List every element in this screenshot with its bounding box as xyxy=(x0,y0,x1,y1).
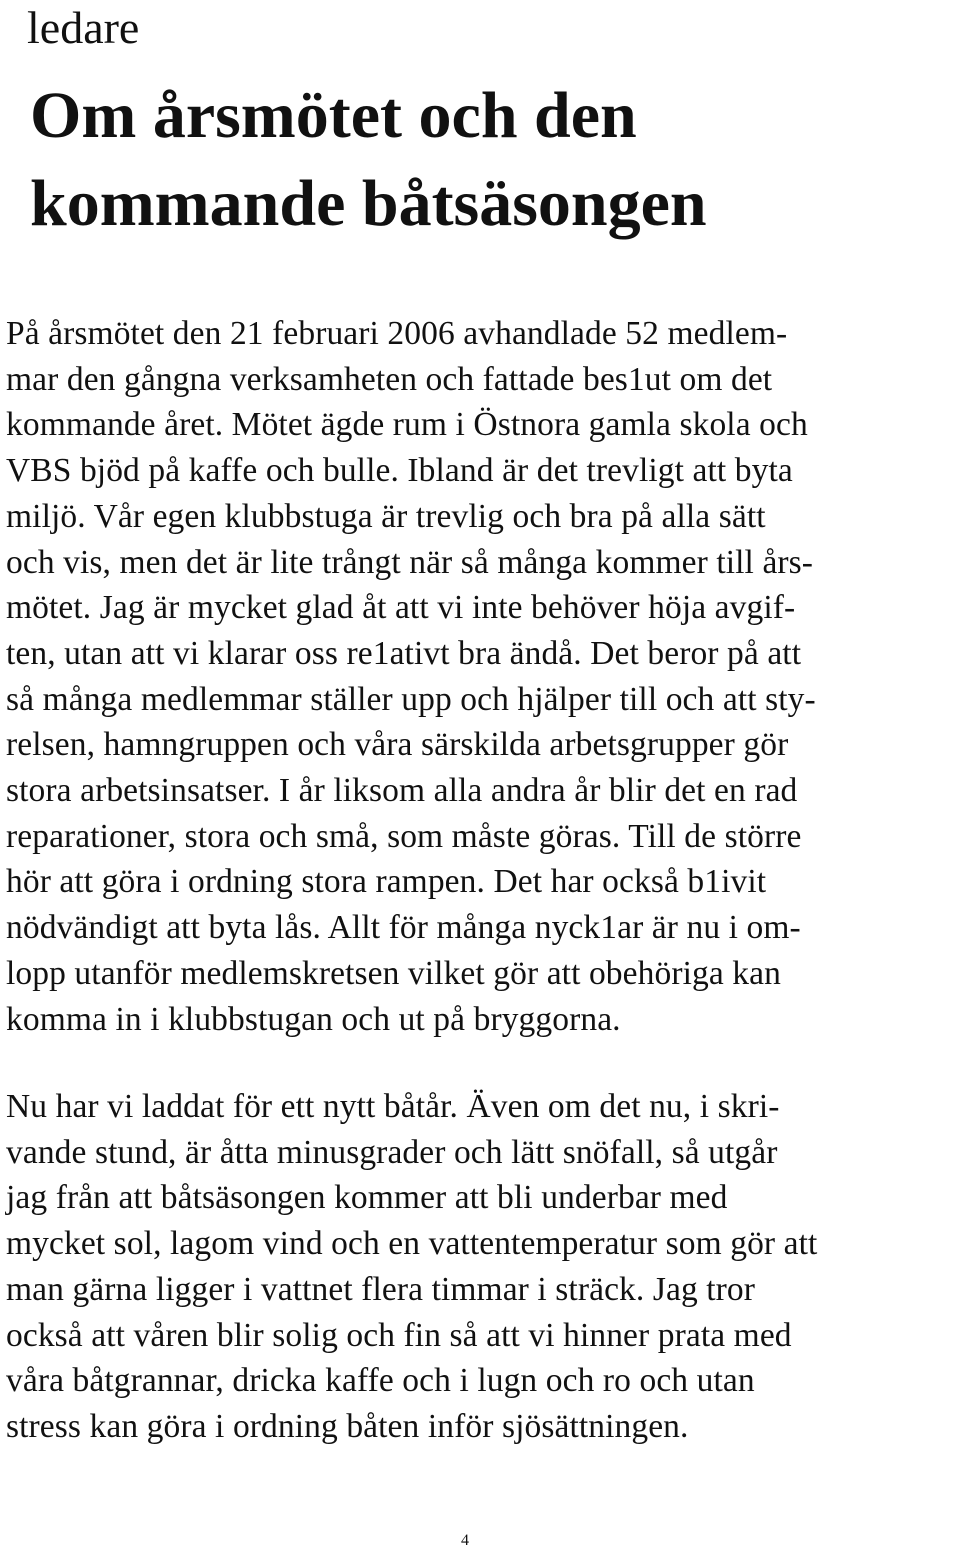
text-line: så många medlemmar ställer upp och hjälper till och att sty- xyxy=(6,680,816,718)
text-line: mötet. Jag är mycket glad åt att vi inte behöver höja avgif- xyxy=(6,589,796,627)
body-paragraph-2 xyxy=(6,1084,817,1450)
text-line: lopp utanför medlemskretsen vilket gör att obehöriga kan xyxy=(6,954,781,992)
headline xyxy=(30,72,707,248)
text-line: nödvändigt att byta lås. Allt för många nyck1ar är nu i om- xyxy=(6,909,801,947)
text-line: stress kan göra i ordning båten inför sjösättningen. xyxy=(6,1407,689,1445)
page-number: 4 xyxy=(461,1532,469,1549)
text-line: stora arbetsinsatser. I år liksom alla andra år blir det en rad xyxy=(6,772,798,810)
text-line: På årsmötet den 21 februari 2006 avhandlade 52 medlem- xyxy=(6,315,788,352)
text-line: miljö. Vår egen klubbstuga är trevlig och bra på alla sätt xyxy=(6,497,766,535)
text-line: reparationer, stora och små, som måste göras. Till de större xyxy=(6,817,802,855)
text-line: mar den gångna verksamheten och fattade bes1ut om det xyxy=(6,360,773,398)
text-line: mycket sol, lagom vind och en vattentemperatur som gör att xyxy=(6,1225,818,1263)
headline-line: kommande båtsäsongen xyxy=(30,167,707,240)
text-line: komma in i klubbstugan och ut på bryggorna. xyxy=(6,1000,621,1038)
text-line: vande stund, är åtta minusgrader och lätt snöfall, så utgår xyxy=(6,1133,778,1171)
headline-line: Om årsmötet och den xyxy=(30,79,637,152)
text-line: hör att göra i ordning stora rampen. Det har också b1ivit xyxy=(6,863,767,901)
text-line: Nu har vi laddat för ett nytt båtår. Även om det nu, i skri- xyxy=(6,1088,780,1125)
text-line: VBS bjöd på kaffe och bulle. Ibland är det trevligt att byta xyxy=(6,452,793,490)
text-line: också att våren blir solig och fin så att vi hinner prata med xyxy=(6,1316,792,1354)
text-line: jag från att båtsäsongen kommer att bli underbar med xyxy=(6,1179,728,1217)
text-line: och vis, men det är lite trångt när så många kommer till års- xyxy=(6,543,814,581)
text-line: kommande året. Mötet ägde rum i Östnora gamla skola och xyxy=(6,406,808,444)
text-line: relsen, hamngruppen och våra särskilda arbetsgrupper gör xyxy=(6,726,789,764)
text-line: man gärna ligger i vattnet flera timmar i sträck. Jag tror xyxy=(6,1270,756,1308)
text-line: våra båtgrannar, dricka kaffe och i lugn och ro och utan xyxy=(6,1362,755,1400)
text-line: ten, utan att vi klarar oss re1ativt bra ändå. Det beror på att xyxy=(6,634,802,672)
body-paragraph-1 xyxy=(6,311,816,1042)
section-label: ledare xyxy=(27,2,140,53)
